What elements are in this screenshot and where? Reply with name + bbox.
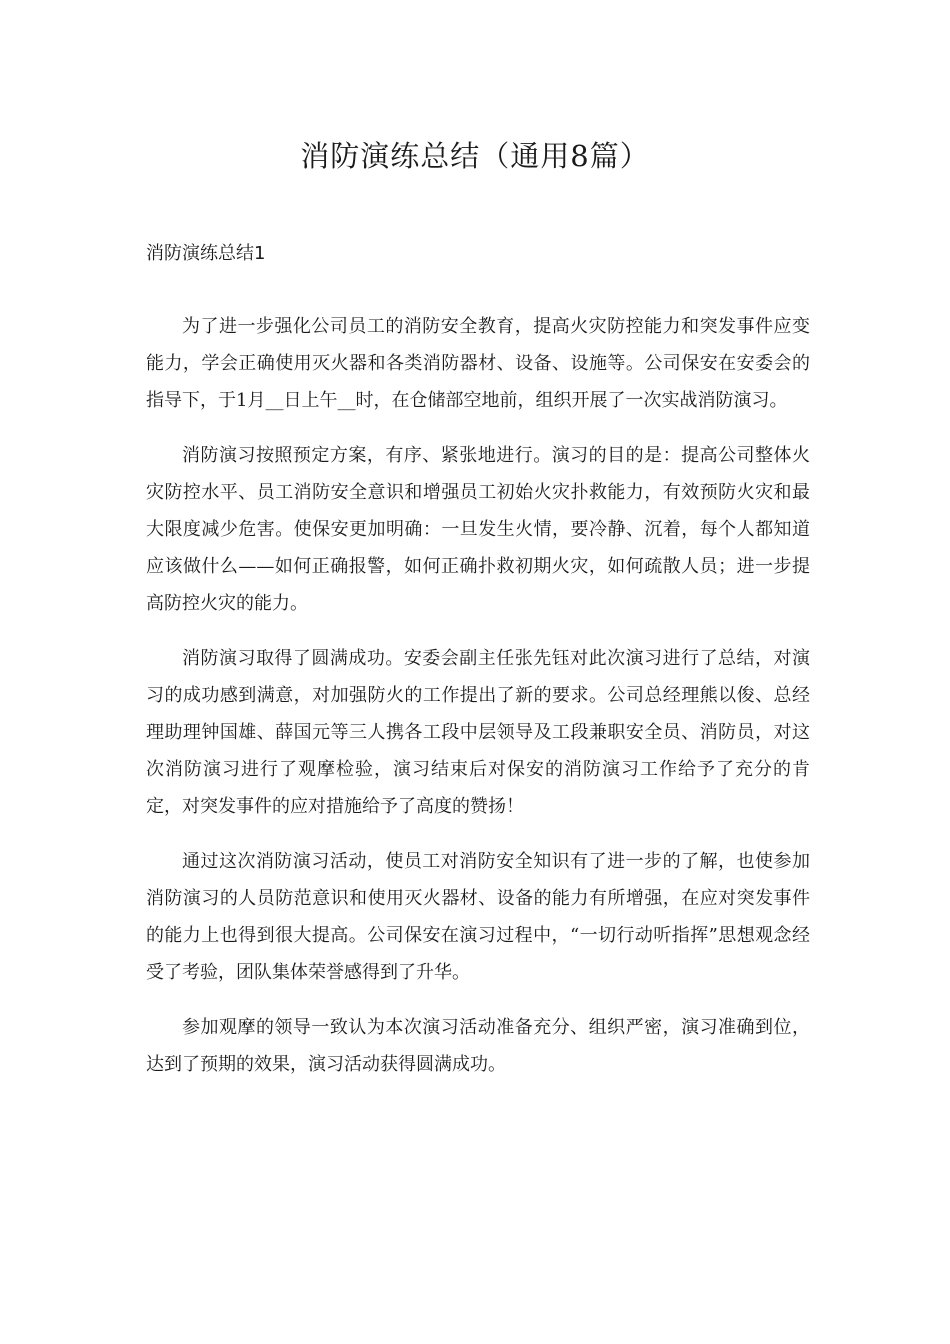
paragraph-1: 为了进一步强化公司员工的消防安全教育，提高火灾防控能力和突发事件应变能力，学会正确使用灭火器和各类消防器材、设备、设施等。公司保安在安委会的指导下，于1月__日上午__时，在仓储部空地前，组织开展了一次实战消防演习。 — [146, 316, 810, 411]
document-body — [146, 308, 810, 1101]
paragraph-4: 通过这次消防演习活动，使员工对消防安全知识有了进一步的了解，也使参加消防演习的人员防范意识和使用灭火器材、设备的能力有所增强，在应对突发事件的能力上也得到很大提高。公司保安在演习过程中，“一切行动听指挥”思想观念经受了考验，团队集体荣誉感得到了升华。 — [146, 851, 810, 983]
paragraph-2: 消防演习按照预定方案，有序、紧张地进行。演习的目的是：提高公司整体火灾防控水平、员工消防安全意识和增强员工初始火灾扑救能力，有效预防火灾和最大限度减少危害。使保安更加明确：一旦发生火情，要冷静、沉着，每个人都知道应该做什么——如何正确报警，如何正确扑救初期火灾，如何疏散人员；进一步提高防控火灾的能力。 — [146, 445, 810, 614]
paragraph-5: 参加观摩的领导一致认为本次演习活动准备充分、组织严密，演习准确到位，达到了预期的效果，演习活动获得圆满成功。 — [146, 1017, 810, 1075]
paragraph-3: 消防演习取得了圆满成功。安委会副主任张先钰对此次演习进行了总结，对演习的成功感到满意，对加强防火的工作提出了新的要求。公司总经理熊以俊、总经理助理钟国雄、薛国元等三人携各工段中层领导及工段兼职安全员、消防员，对这次消防演习进行了观摩检验，演习结束后对保安的消防演习工作给予了充分的肯定，对突发事件的应对措施给予了高度的赞扬！ — [146, 648, 810, 817]
document-title: 消防演练总结（通用8篇） — [300, 139, 650, 173]
section-heading: 消防演练总结1 — [146, 243, 266, 264]
